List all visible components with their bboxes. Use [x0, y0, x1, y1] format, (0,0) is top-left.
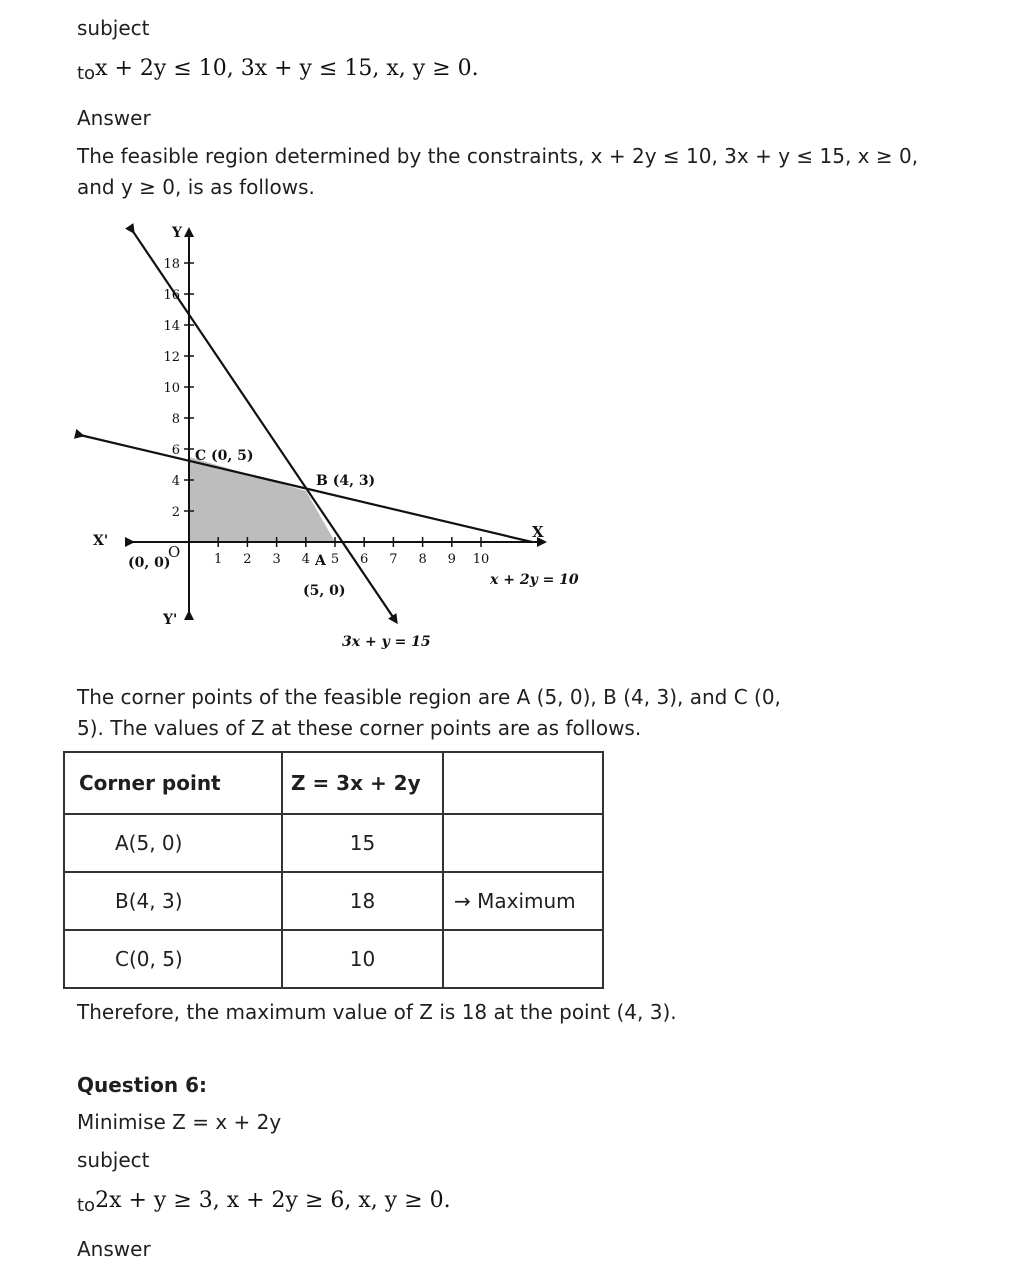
header-corner-point: Corner point: [64, 752, 282, 814]
intro-line-1: The feasible region determined by the constraints, x + 2y ≤ 10, 3x + y ≤ 15, x ≥ 0,: [77, 144, 919, 168]
y-tick-label: 4: [171, 474, 180, 489]
header-z-value: Z = 3x + 2y: [282, 752, 443, 814]
intro-line-2: and y ≥ 0, is as follows.: [77, 175, 315, 199]
cell-point: A(5, 0): [64, 814, 282, 872]
corner-line-2: 5). The values of Z at these corner points are as follows.: [77, 716, 642, 740]
y-tick-label: 8: [171, 412, 180, 427]
point-a-label: A: [315, 553, 326, 569]
constraints-expression: x + 2y ≤ 10, 3x + y ≤ 15, x, y ≥ 0: [95, 56, 472, 81]
table-row: [64, 872, 603, 930]
origin-label: O: [168, 543, 181, 561]
x-tick-label: 7: [389, 552, 398, 567]
x-tick-label: 3: [272, 552, 281, 567]
question-6-to-label: to: [77, 1195, 96, 1216]
y-tick-label: 14: [163, 319, 180, 334]
question-6-constraints: 2x + y ≥ 3, x + 2y ≥ 6, x, y ≥ 0: [95, 1188, 444, 1213]
question-6-objective: Minimise Z = x + 2y: [77, 1110, 282, 1134]
line2-label: 3x + y = 15: [342, 634, 431, 650]
cell-note: [443, 930, 603, 988]
cell-note: [443, 814, 603, 872]
conclusion-text: Therefore, the maximum value of Z is 18 at the point (4, 3).: [77, 1000, 677, 1024]
subject-label: subject: [77, 16, 150, 40]
table-header-row: [64, 752, 603, 814]
y-tick-label: 12: [163, 350, 180, 365]
corner-point-table: [63, 751, 604, 989]
x-tick-label: 5: [330, 552, 340, 567]
question-6-constraints-line: [77, 1188, 451, 1216]
point-a-coordinate: (5, 0): [303, 583, 346, 599]
corner-line-1: The corner points of the feasible region are A (5, 0), B (4, 3), and C (0,: [77, 685, 781, 709]
cell-point: C(0, 5): [64, 930, 282, 988]
header-note: [443, 752, 603, 814]
origin-coordinate: (0, 0): [128, 555, 171, 571]
x-tick-label: 6: [360, 552, 369, 567]
x-tick-label: 9: [447, 552, 456, 567]
y-axis-label: Y: [172, 225, 182, 241]
x-tick-label: 10: [472, 552, 490, 567]
x-tick-label: 2: [243, 552, 252, 567]
table-row: [64, 814, 603, 872]
line1-label: x + 2y = 10: [490, 572, 579, 588]
question-6-subject-label: subject: [77, 1148, 150, 1172]
cell-z: 15: [282, 814, 443, 872]
y-tick-label: 10: [163, 381, 180, 396]
feasible-region-graph: [60, 220, 600, 660]
y-tick-label: 18: [163, 257, 180, 272]
x-tick-label: 1: [214, 552, 223, 567]
cell-point: B(4, 3): [64, 872, 282, 930]
corner-points-paragraph: [77, 682, 957, 744]
constraints-line: [77, 56, 479, 84]
x-tick-label: 4: [301, 552, 310, 567]
table-row: [64, 930, 603, 988]
question-6-answer-label: Answer: [77, 1237, 151, 1261]
x-axis-neg-label: X': [93, 533, 109, 549]
point-c-label: C (0, 5): [195, 448, 254, 464]
y-tick-label: 2: [171, 505, 180, 520]
question-6-constraints-end: .: [443, 1188, 451, 1213]
cell-note: → Maximum: [443, 872, 603, 930]
to-label: to: [77, 63, 96, 84]
question-6-title: Question 6:: [77, 1073, 207, 1097]
point-b-label: B (4, 3): [316, 473, 376, 489]
x-axis-label: X: [532, 523, 544, 541]
intro-paragraph: [77, 141, 957, 203]
y-tick-label: 6: [171, 443, 180, 458]
x-tick-label: 8: [418, 552, 427, 567]
cell-z: 18: [282, 872, 443, 930]
answer-label: Answer: [77, 106, 151, 130]
constraints-end: .: [471, 56, 479, 81]
y-tick-label: 16: [163, 288, 180, 303]
cell-z: 10: [282, 930, 443, 988]
y-axis-neg-label: Y': [163, 612, 178, 628]
